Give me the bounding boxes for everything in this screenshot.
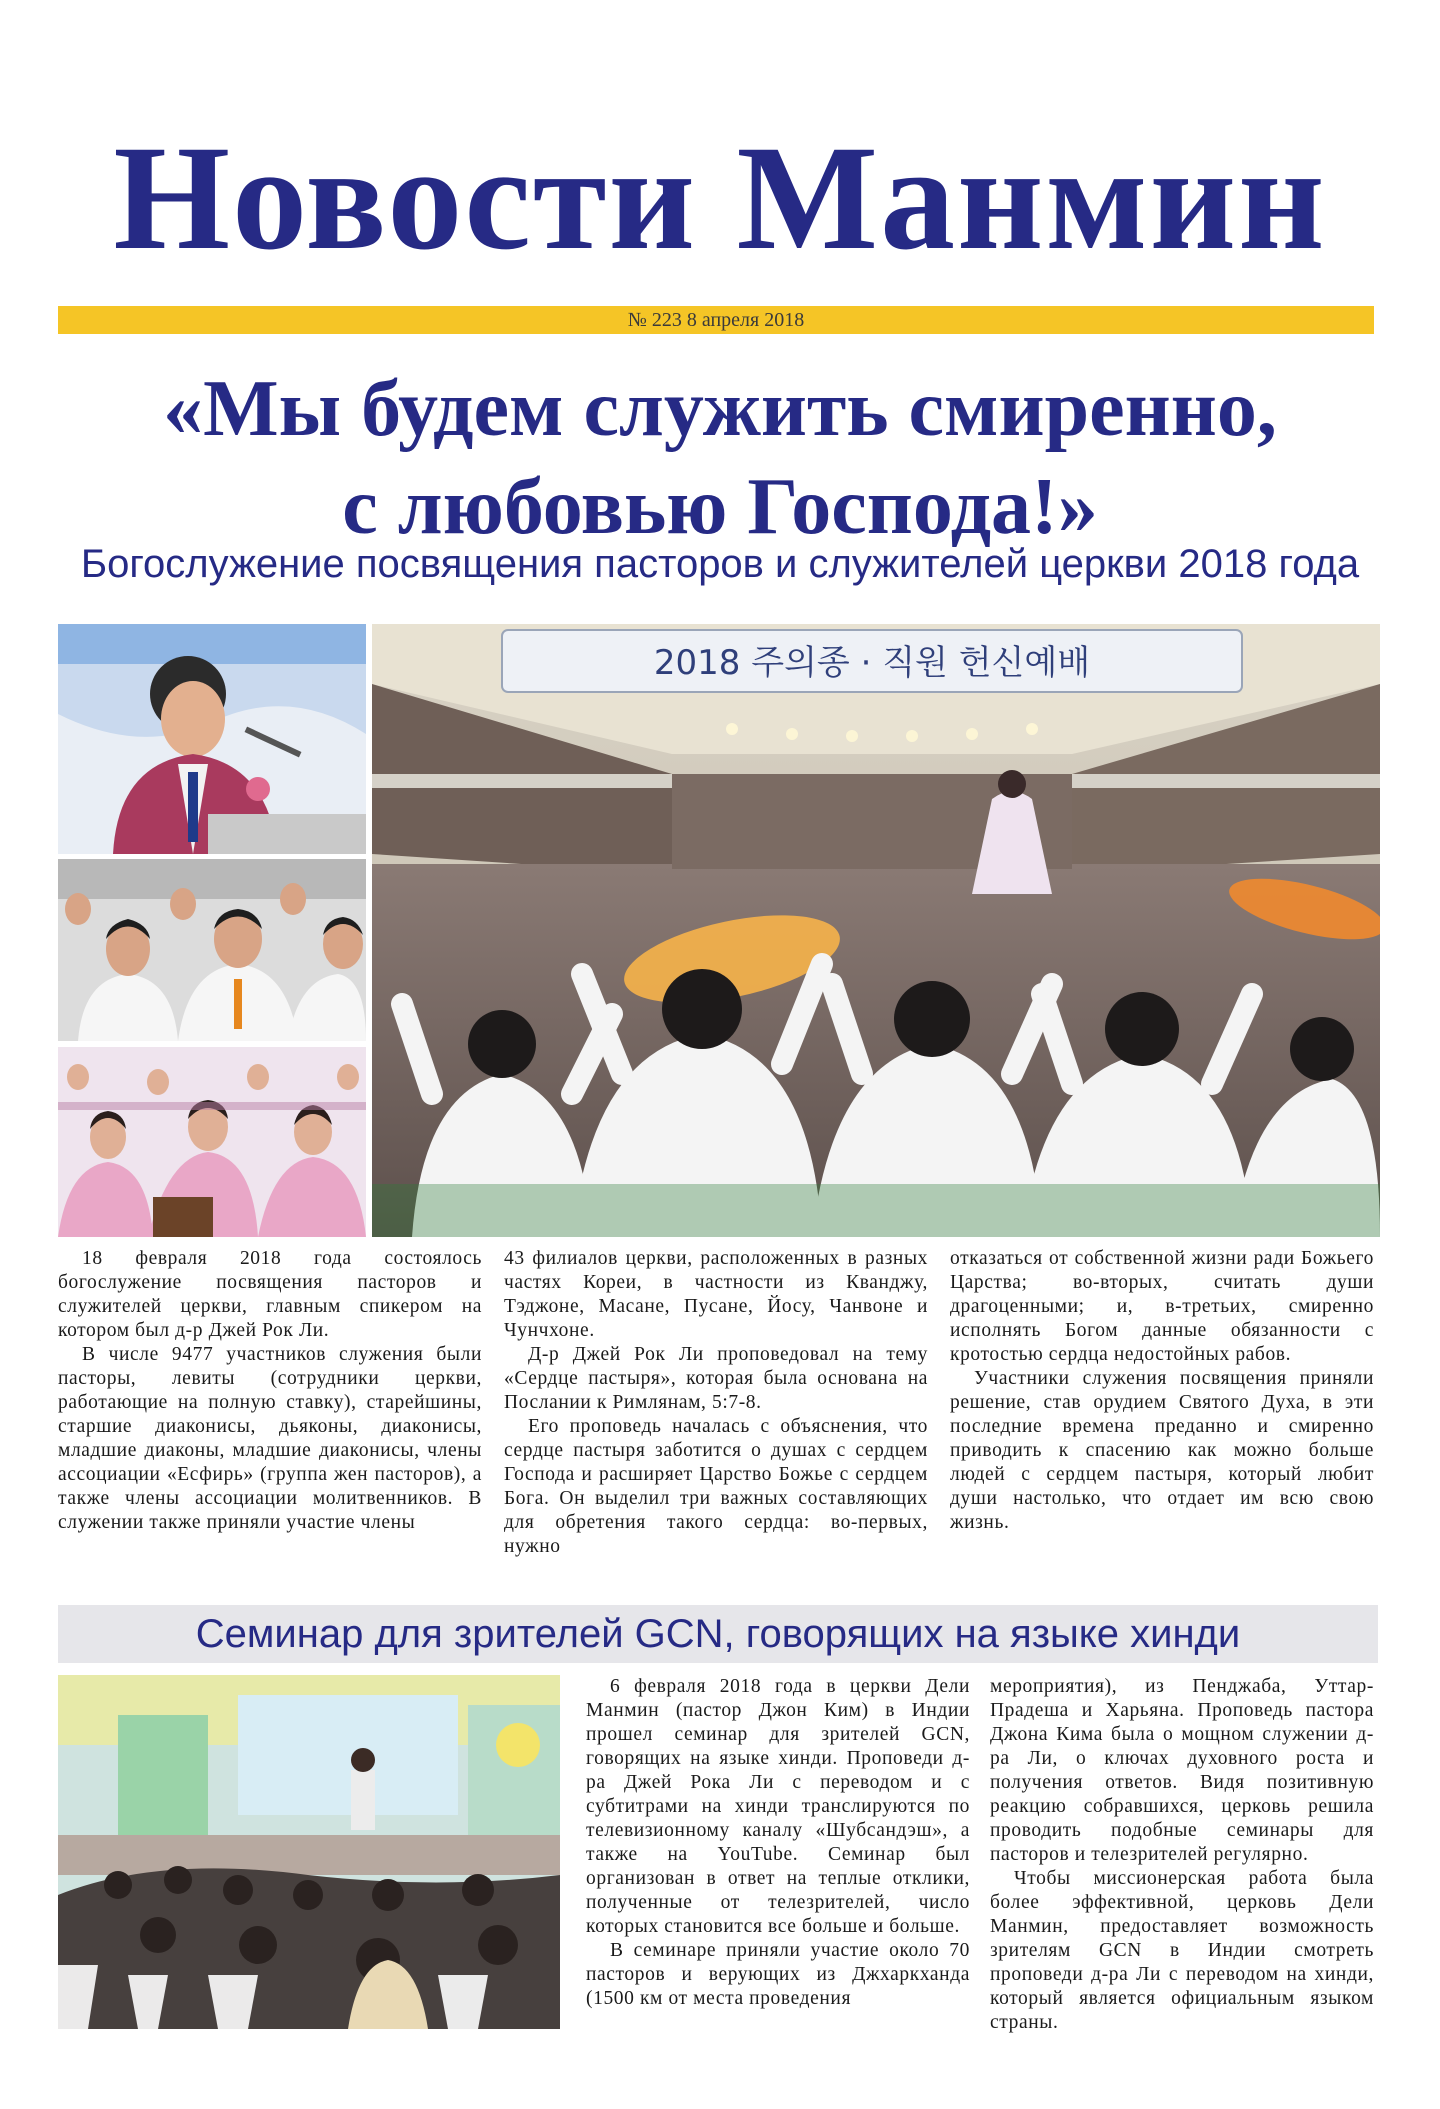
worship-hall-photo <box>372 624 1380 1237</box>
issue-bar <box>58 306 1374 334</box>
lead-column-1 <box>58 1247 482 1535</box>
lead-paragraph: 43 филиалов церкви, расположенных в разных частях Кореи, в частности из Кванджу, Тэджоне, Масане, Пусане, Йосу, Чанвоне и Чунчхоне. <box>504 1248 928 1341</box>
masthead-title: Новости Манмин <box>113 115 1327 281</box>
lead-paragraph: Д-р Джей Рок Ли проповедовал на тему «Сердце пастыря», которая была основана на Послании к Римлянам, 5:7-8. <box>504 1344 928 1413</box>
lead-column-2 <box>504 1247 928 1559</box>
lead-subheadline: Богослужение посвящения пасторов и служителей церкви 2018 года <box>80 542 1360 586</box>
seminar-paragraph: Чтобы миссионерская работа была более эффективной, церковь Дели Манмин, предоставляет возможность зрителям GCN в Индии смотреть проповеди д-ра Ли с переводом на хинди, который является официальным языком страны. <box>990 1868 1374 2033</box>
seminar-heading: Семинар для зрителей GCN, говорящих на языке хинди <box>58 1605 1378 1663</box>
seminar-paragraph: мероприятия), из Пенджаба, Уттар-Прадеша и Харьяна. Проповедь пастора Джона Кима была о мощном служении д-ра Ли, о ключах духовного роста и получения ответов. Видя позитивную реакцию собравшихся, церковь решила проводить подобные семинары для пасторов и телезрителей регулярно. <box>990 1676 1374 1865</box>
lead-column-3 <box>950 1247 1374 1535</box>
audience-men-photo <box>58 859 366 1041</box>
lead-headline <box>0 360 1440 556</box>
headline-line-2: с любовью Господа!» <box>342 463 1098 551</box>
seminar-paragraph: В семинаре приняли участие около 70 пасторов и верующих из Джхаркханда (1500 км от места проведения <box>586 1940 970 2009</box>
seminar-column-2 <box>990 1675 1374 2035</box>
seminar-column-1 <box>586 1675 970 2011</box>
seminar-photo <box>58 1675 560 2029</box>
lead-paragraph: В числе 9477 участников служения были пасторы, левиты (сотрудники церкви, работающие на полную ставку), старейшины, старшие диаконисы, дьяконы, диаконисы, младшие диаконы, младшие диаконисы, члены ассоциации «Есфирь» (группа жен пасторов), а также члены ассоциации молитвенников. В служении также приняли участие члены <box>58 1344 482 1533</box>
lead-paragraph: отказаться от собственной жизни ради Божьего Царства; во-вторых, считать души драгоценными; и, в-третьих, смиренно исполнять Богом данные обязанности с кротостью сердца недостойных рабов. <box>950 1248 1374 1365</box>
lead-paragraph: Участники служения посвящения приняли решение, став орудием Святого Духа, в эти последние времена преданно и смиренно приводить к спасению как можно больше людей с сердцем пастыря, который любит души настолько, что отдает им всю свою жизнь. <box>950 1368 1374 1533</box>
headline-line-1: «Мы будем служить смиренно, <box>163 365 1277 453</box>
seminar-paragraph: 6 февраля 2018 года в церкви Дели Манмин (пастор Джон Ким) в Индии прошел семинар для зрителей GCN, говорящих на языке хинди. Проповеди д-ра Джей Рока Ли с переводом и с субтитрами на хинди транслируются по телевизионному каналу «Шубсандэш», а также на YouTube. Семинар был организован в ответ на теплые отклики, полученные от телезрителей, число которых становится все больше и больше. <box>586 1676 970 1937</box>
banner-text: 2018 주의종 · 직원 헌신예배 <box>653 643 1091 683</box>
issue-line: № 223 8 апреля 2018 <box>627 309 805 331</box>
speaker-photo <box>58 624 366 854</box>
audience-women-photo <box>58 1047 366 1237</box>
lead-paragraph: 18 февраля 2018 года состоялось богослужение посвящения пасторов и служителей церкви, главным спикером на котором был д-р Джей Рок Ли. <box>58 1248 482 1341</box>
lead-paragraph: Его проповедь началась с объяснения, что сердце пастыря заботится о душах с сердцем Господа и расширяет Царство Божье с сердцем Бога. Он выделил три важных составляющих для обретения такого сердца: во-первых, нужно <box>504 1416 928 1557</box>
